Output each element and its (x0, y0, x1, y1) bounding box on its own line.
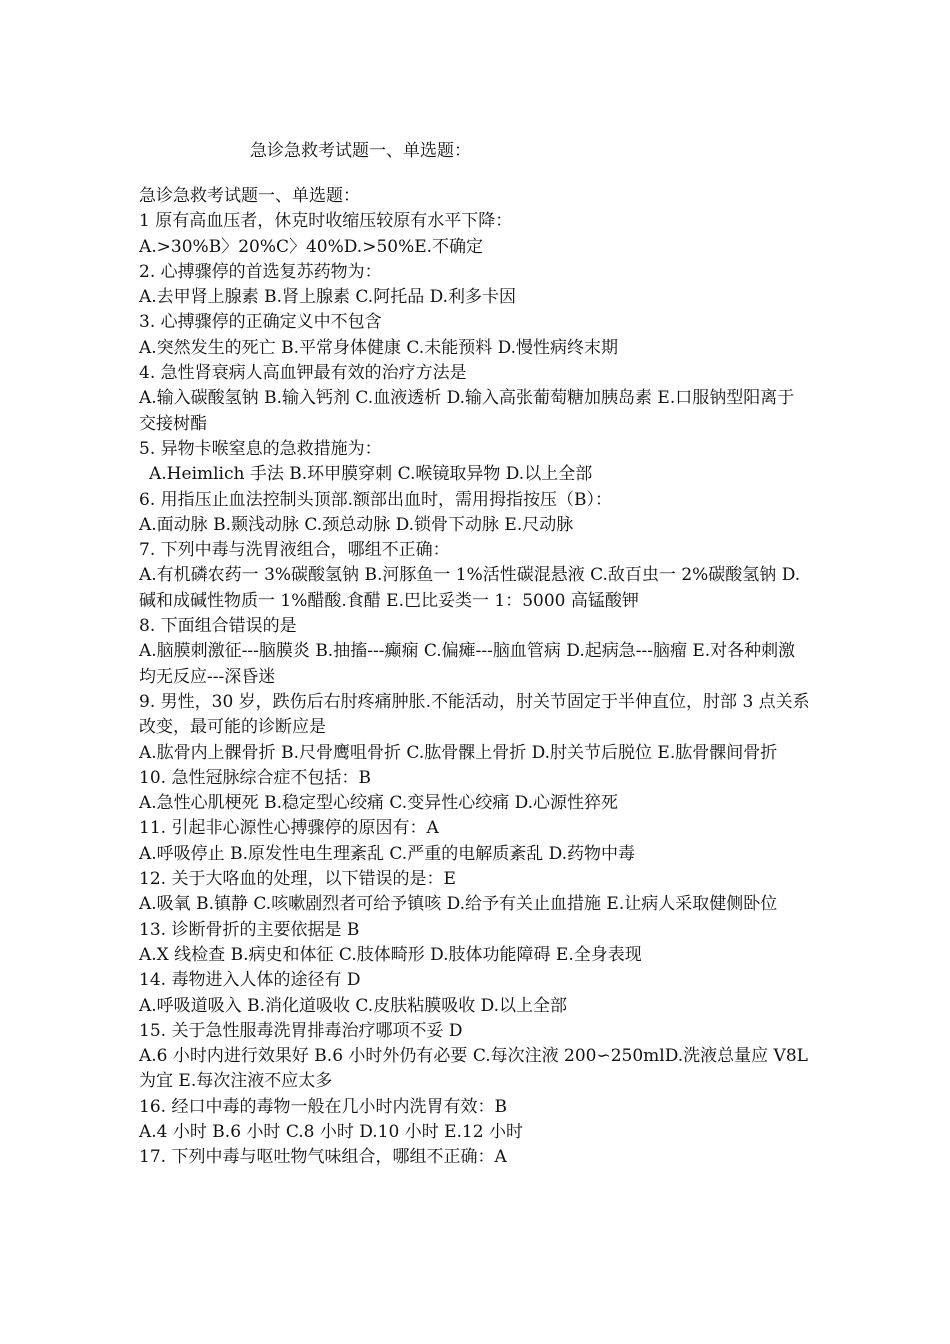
question-10: 10. 急性冠脉综合症不包括：B (139, 767, 371, 788)
question-4: 4. 急性肾衰病人高血钾最有效的治疗方法是 (139, 363, 467, 384)
question-17: 17. 下列中毒与呕吐物气味组合，哪组不正确：A (139, 1147, 507, 1168)
question-7-options: A.有机磷农药一 3%碳酸氢钠 B.河豚鱼一 1%活性碳混悬液 C.敌百虫一 2%碳酸氢钠 D.碱和成碱性物质一 1%醋酸.食醋 E.巴比妥类一 1：5000 高锰酸钾 (139, 565, 801, 611)
question-8-options: A.脑膜刺激征---脑膜炎 B.抽搐---癫痫 C.偏瘫---脑血管病 D.起病急---脑瘤 E.对各种刺激均无反应---深昏迷 (139, 641, 796, 687)
question-12-options: A.吸氧 B.镇静 C.咳嗽剧烈者可给予镇咳 D.给予有关止血措施 E.让病人采取健侧卧位 (139, 894, 778, 915)
question-6: 6. 用指压止血法控制头顶部.额部出血时，需用拇指按压（B）： (139, 489, 613, 510)
question-14: 14. 毒物进入人体的途径有 D (139, 970, 361, 991)
question-7: 7. 下列中毒与洗胃液组合，哪组不正确： (139, 540, 450, 561)
question-15-options: A.6 小时内进行效果好 B.6 小时外仍有必要 C.每次注液 200∽250mlD.洗液总量应 V8L 为宜 E.每次注液不应太多 (139, 1046, 808, 1092)
question-6-options: A.面动脉 B.颞浅动脉 C.颈总动脉 D.锁骨下动脉 E.尺动脉 (139, 514, 574, 535)
question-1-options: A.>30%B〉20%C〉40%D.>50%E.不确定 (139, 236, 484, 257)
question-11-options: A.呼吸停止 B.原发性电生理紊乱 C.严重的电解质紊乱 D.药物中毒 (139, 843, 636, 864)
question-16: 16. 经口中毒的毒物一般在几小时内洗胃有效：B (139, 1096, 507, 1117)
question-11: 11. 引起非心源性心搏骤停的原因有：A (139, 818, 439, 839)
document-heading: 急诊急救考试题一、单选题： (250, 141, 471, 161)
question-12: 12. 关于大咯血的处理，以下错误的是：E (139, 869, 456, 890)
question-2: 2. 心搏骤停的首选复苏药物为： (139, 261, 382, 282)
question-5: 5. 异物卡喉窒息的急救措施为： (139, 438, 382, 459)
question-13: 13. 诊断骨折的主要依据是 B (139, 919, 360, 940)
question-4-options: A.输入碳酸氢钠 B.输入钙剂 C.血液透析 D.输入高张葡萄糖加胰岛素 E.口服钠型阳离于交接树酯 (139, 388, 795, 434)
question-15: 15. 关于急性服毒洗胃排毒治疗哪项不妥 D (139, 1020, 463, 1041)
question-3-options: A.突然发生的死亡 B.平常身体健康 C.未能预料 D.慢性病终末期 (139, 337, 619, 358)
question-5-options: A.Heimlich 手法 B.环甲膜穿刺 C.喉镜取异物 D.以上全部 (149, 464, 593, 485)
question-1: 1 原有高血压者，休克时收缩压较原有水平下降： (139, 211, 513, 232)
body-title: 急诊急救考试题一、单选题： (139, 186, 360, 206)
question-9: 9. 男性，30 岁，跌伤后右肘疼痛肿胀.不能活动，肘关节固定于半伸直位，肘部 3 点关系改变，最可能的诊断应是 (139, 691, 810, 738)
question-9-options: A.肱骨内上髁骨折 B.尺骨鹰咀骨折 C.肱骨髁上骨折 D.肘关节后脱位 E.肱骨髁间骨折 (139, 742, 778, 763)
question-8: 8. 下面组合错误的是 (139, 616, 297, 637)
question-13-options: A.X 线检查 B.病史和体征 C.肢体畸形 D.肢体功能障碍 E.全身表现 (139, 944, 642, 965)
question-10-options: A.急性心肌梗死 B.稳定型心绞痛 C.变异性心绞痛 D.心源性猝死 (139, 793, 619, 814)
question-2-options: A.去甲肾上腺素 B.肾上腺素 C.阿托品 D.利多卡因 (139, 287, 517, 308)
question-14-options: A.呼吸道吸入 B.消化道吸收 C.皮肤粘膜吸收 D.以上全部 (139, 995, 568, 1016)
question-3: 3. 心搏骤停的正确定义中不包含 (139, 312, 382, 333)
document-body (139, 184, 811, 1171)
question-16-options: A.4 小时 B.6 小时 C.8 小时 D.10 小时 E.12 小时 (139, 1121, 523, 1142)
